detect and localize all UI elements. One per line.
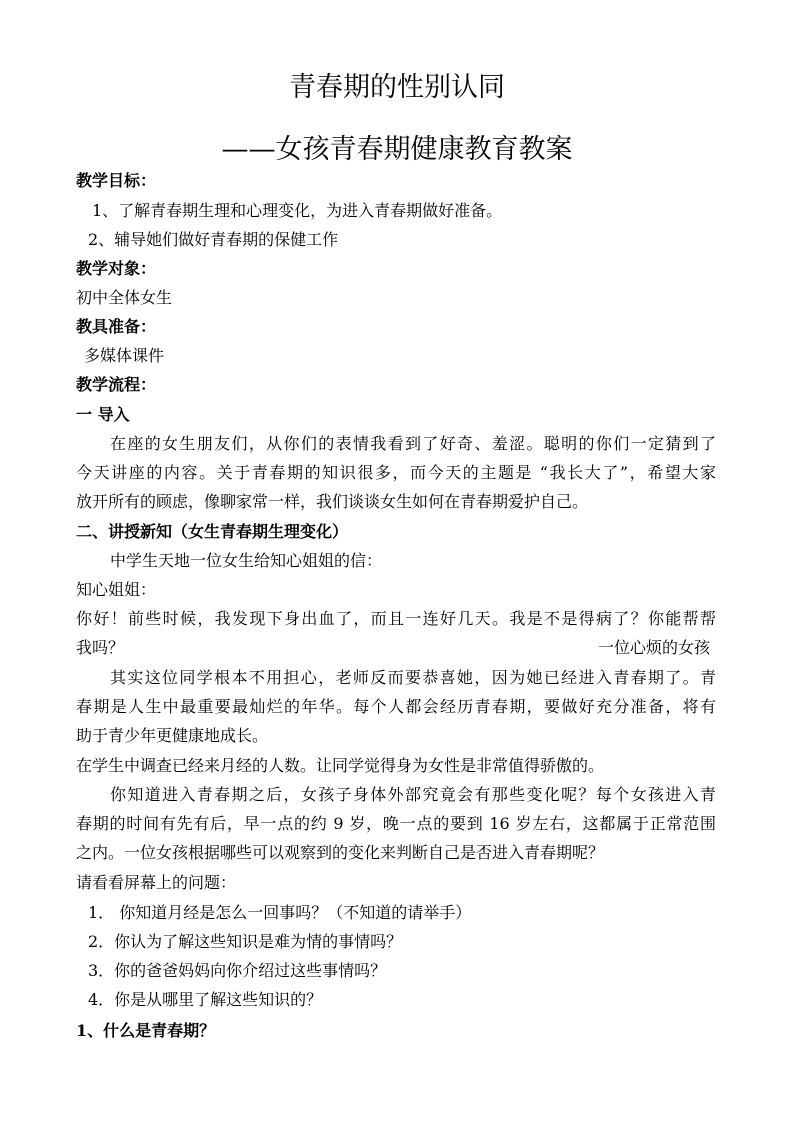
intro-paragraph-line-3: 放开所有的顾虑，像聊家常一样，我们谈谈女生如何在青春期爱护自己。 [76,492,589,511]
letter-body-line-1: 你好！前些时候，我发现下身出血了，而且一连好几天。我是不是得病了？你能帮帮 [76,609,716,628]
section-new-knowledge-heading: 二、讲授新知（女生青春期生理变化） [76,522,349,541]
letter-signature: 一位心烦的女孩 [597,638,710,657]
document-title: 青春期的性别认同 [289,72,505,103]
intro-paragraph-line-2: 今天讲座的内容。关于青春期的知识很多，而今天的主题是 “我长大了”，希望大家 [76,463,716,482]
section-what-is-puberty-heading: 1、什么是青春期？ [76,1021,216,1040]
question-1: 1． 你知道月经是怎么一回事吗？（不知道的请举手） [88,903,472,922]
paragraph-4-line-1: 你知道进入青春期之后，女孩子身体外部究竟会有那些变化呢？每个女孩进入青 [110,785,716,804]
paragraph-3: 在学生中调查已经来月经的人数。让同学觉得身为女性是非常值得骄傲的。 [76,756,605,775]
goal-item-2: 2、辅导她们做好青春期的保健工作 [88,230,339,249]
letter-salutation: 知心姐姐： [76,580,157,599]
heading-teaching-goal: 教学目标： [76,171,157,190]
paragraph-4-line-3: 之内。一位女孩根据哪些可以观察到的变化来判断自己是否进入青春期呢？ [76,843,605,862]
teaching-target-text: 初中全体女生 [76,288,173,307]
paragraph-4-line-2: 春期的时间有先有后，早一点的约 9 岁，晚一点的要到 16 岁左右，这都属于正常范围 [76,814,716,833]
question-3: 3．你的爸爸妈妈向你介绍过这些事情吗？ [88,961,387,980]
intro-paragraph-line-1: 在座的女生朋友们，从你们的表情我看到了好奇、羞涩。聪明的你们一定猜到了 [110,434,716,453]
paragraph-2-line-1: 其实这位同学根本不用担心，老师反而要恭喜她，因为她已经进入青春期了。青 [110,668,716,687]
paragraph-2-line-2: 春期是人生中最重要最灿烂的年华。每个人都会经历青春期，要做好充分准备，将有 [76,697,716,716]
goal-item-1: 1、了解青春期生理和心理变化，为进入青春期做好准备。 [92,201,503,220]
section-intro-heading: 一 导入 [76,405,130,424]
teaching-tools-text: 多媒体课件 [84,346,165,365]
letter-body-line-2: 我吗？ [76,638,125,657]
heading-teaching-target: 教学对象： [76,259,157,278]
letter-intro: 中学生天地一位女生给知心姐姐的信： [110,551,383,570]
screen-questions-intro: 请看看屏幕上的问题： [76,873,237,892]
question-4: 4．你是从哪里了解这些知识的？ [88,990,323,1009]
document-subtitle: ——女孩青春期健康教育教案 [221,134,573,165]
question-2: 2．你认为了解这些知识是难为情的事情吗？ [88,932,403,951]
heading-teaching-tools: 教具准备： [76,317,157,336]
heading-teaching-flow: 教学流程： [76,375,157,394]
paragraph-2-line-3: 助于青少年更健康地成长。 [76,726,269,745]
